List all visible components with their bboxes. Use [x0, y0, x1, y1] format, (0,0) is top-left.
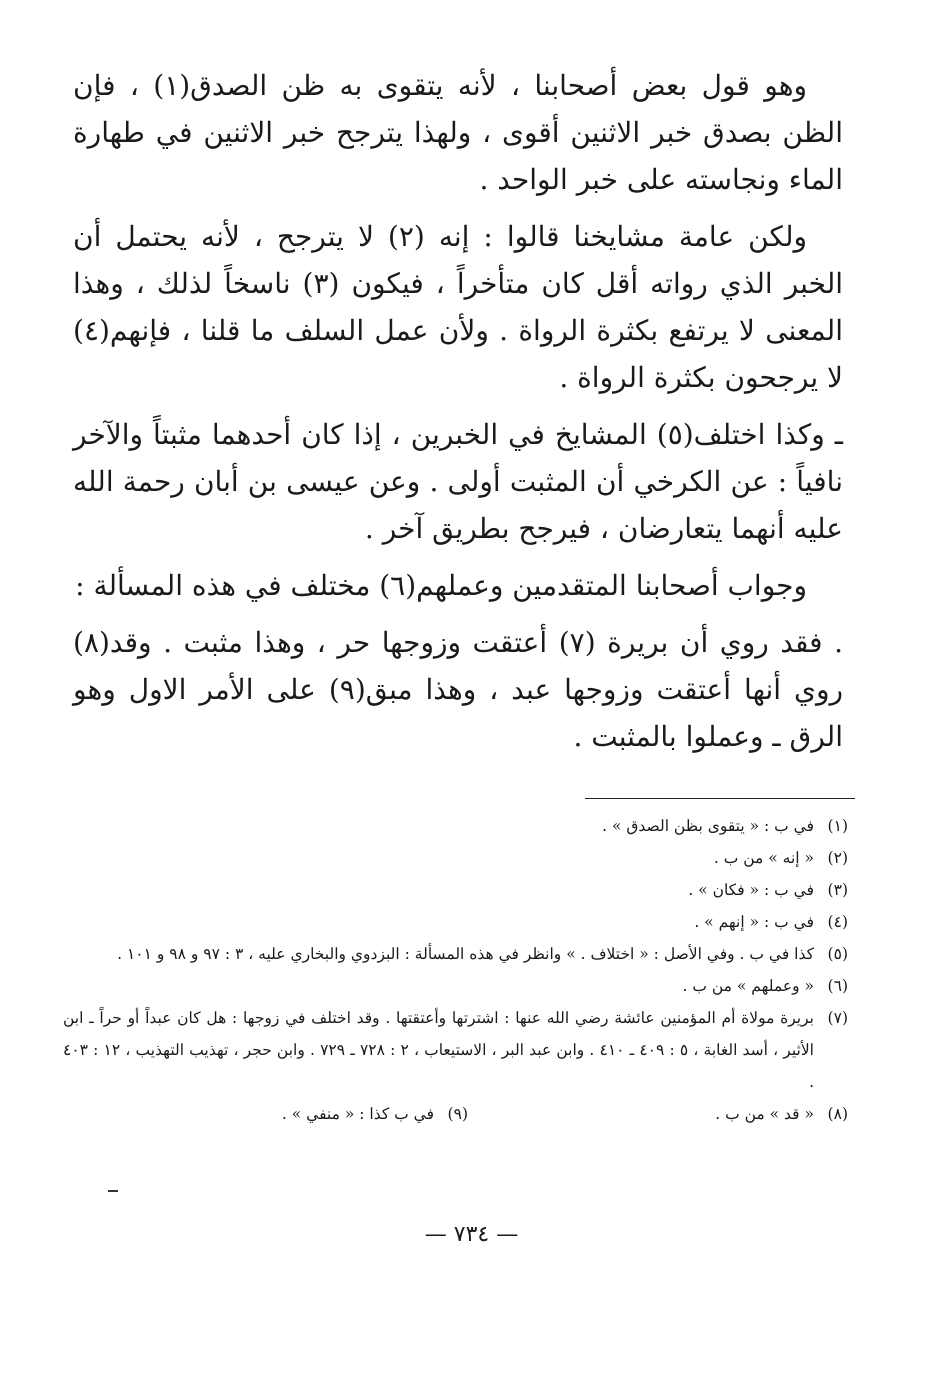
footnote-8: [468, 1098, 848, 1130]
footnote-4: [63, 906, 848, 938]
page-number: — ٧٣٤ —: [424, 1222, 519, 1247]
footnote-1: [63, 810, 848, 842]
footnote-number: (١): [827, 817, 848, 835]
print-mark: [108, 1190, 118, 1192]
footnote-9: [88, 1098, 468, 1130]
footnote-text: في ب كذا : « منفي » .: [281, 1105, 434, 1123]
footnote-text: في ب : « إنهم » .: [694, 913, 814, 931]
footnote-number: (٩): [447, 1105, 468, 1123]
footnote-7: [63, 1002, 848, 1098]
footnote-number: (٦): [827, 977, 848, 995]
footnote-number: (٨): [827, 1105, 848, 1123]
footnote-pair-8-9: [63, 1098, 848, 1130]
paragraph-2: ولكن عامة مشايخنا قالوا : إنه (٢) لا يترجح ، لأنه يحتمل أن الخبر الذي رواته أقل كان متأخراً ، فيكون (٣) ناسخاً لذلك ، وهذا المعنى لا يرتفع بكثرة الرواة . ولأن عمل السلف ما قلنا ، فإنهم(٤) لا يرجحون بكثرة الرواة .: [73, 220, 844, 394]
footnote-number: (٧): [827, 1009, 848, 1027]
footnote-number: (٤): [827, 913, 848, 931]
footnote-text: « وعملهم » من ب .: [682, 977, 814, 995]
paragraph-3: ـ وكذا اختلف(٥) المشايخ في الخبرين ، إذا كان أحدهما مثبتاً والآخر نافياً : عن الكرخي أن المثبت أولى . وعن عيسى بن أبان رحمة الله عليه أنهما يتعارضان ، فيرجح بطريق آخر .: [73, 418, 844, 545]
footnote-text: « قد » من ب .: [715, 1105, 814, 1123]
main-text-block: [73, 62, 843, 770]
footnote-number: (٢): [827, 849, 848, 867]
footnotes-block: [63, 810, 848, 1130]
footnote-separator: [585, 798, 855, 799]
paragraph-5: . فقد روي أن بريرة (٧) أعتقت وزوجها حر ، وهذا مثبت . وقد(٨) روي أنها أعتقت وزوجها عبد ، وهذا مبق(٩) على الأمر الاول وهو الرق ـ وعملوا بالمثبت .: [73, 626, 843, 753]
footnote-2: [63, 842, 848, 874]
footnote-6: [63, 970, 848, 1002]
footnote-5: [63, 938, 848, 970]
footnote-text: « إنه » من ب .: [713, 849, 814, 867]
paragraph-4: وجواب أصحابنا المتقدمين وعملهم(٦) مختلف في هذه المسألة :: [75, 569, 807, 602]
footnote-text: كذا في ب . وفي الأصل : « اختلاف . » وانظر في هذه المسألة : البزدوي والبخاري عليه ، ٣ : ٩٧ و ٩٨ و ١٠١ .: [117, 945, 814, 963]
footnote-number: (٣): [827, 881, 848, 899]
footnote-number: (٥): [827, 945, 848, 963]
footnote-text: في ب : « يتقوى بظن الصدق » .: [602, 817, 814, 835]
footnote-text: في ب : « فكان » .: [688, 881, 814, 899]
footnote-text: بريرة مولاة أم المؤمنين عائشة رضي الله عنها : اشترتها وأعتقتها . وقد اختلف في زوجها : هل كان عبداً أو حراً ـ ابن الأثير ، أسد الغابة ، ٥ : ٤٠٩ ـ ٤١٠ . وابن عبد البر ، الاستيعاب ، ٢ : ٧٢٨ ـ ٧٢٩ . وابن حجر ، تهذيب التهذيب ، ١٢ : ٤٠٣ .: [63, 1009, 814, 1091]
paragraph-1: وهو قول بعض أصحابنا ، لأنه يتقوى به ظن الصدق(١) ، فإن الظن بصدق خبر الاثنين أقوى ، ولهذا يترجح خبر الاثنين في طهارة الماء ونجاسته على خبر الواحد .: [73, 69, 843, 196]
footnote-3: [63, 874, 848, 906]
